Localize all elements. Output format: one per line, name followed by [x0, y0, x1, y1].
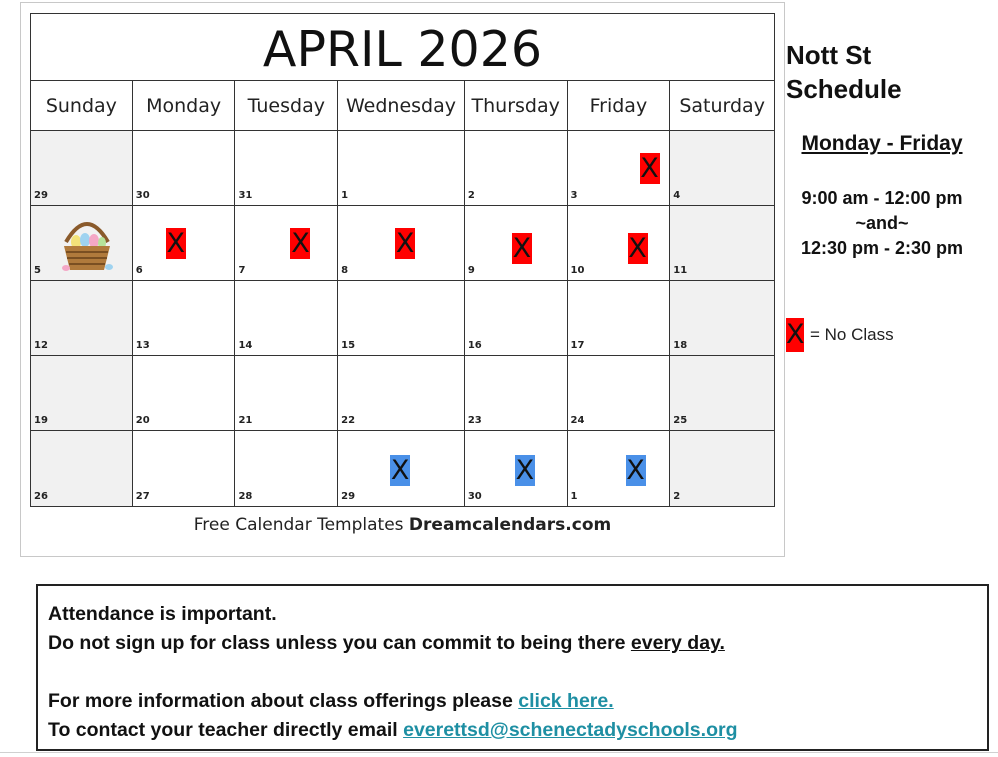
day-number: 4	[673, 190, 681, 201]
teacher-email-link[interactable]: everettsd@schenectadyschools.org	[403, 719, 738, 741]
day-cell	[465, 431, 568, 506]
day-cell	[235, 356, 338, 430]
day-number: 2	[467, 190, 475, 201]
day-cell	[670, 206, 774, 280]
no-class-mark: X	[166, 228, 185, 259]
day-number: 13	[135, 340, 150, 351]
info-box	[36, 584, 989, 751]
day-cell	[31, 131, 133, 205]
day-cell	[465, 281, 568, 355]
day-cell	[338, 131, 465, 205]
week-row	[31, 356, 774, 431]
schedule-time-afternoon: 12:30 pm - 2:30 pm	[800, 238, 964, 258]
no-class-mark: X	[515, 455, 535, 486]
day-cell	[31, 356, 133, 430]
no-class-mark: X	[395, 228, 415, 259]
day-cell	[235, 281, 338, 355]
info-line-contact	[48, 716, 977, 745]
no-class-mark: X	[626, 455, 645, 486]
info-commit-text: Do not sign up for class unless you can commit to being there	[48, 632, 631, 654]
day-number: 3	[570, 190, 578, 201]
weekday-saturday: Saturday	[679, 94, 765, 117]
day-cell	[338, 206, 465, 280]
day-number: 14	[238, 340, 253, 351]
info-line-offerings	[48, 687, 977, 716]
calendar-footer	[30, 508, 775, 542]
day-cell	[235, 131, 338, 205]
day-number: 28	[238, 491, 253, 502]
day-cell	[133, 431, 236, 506]
schedule-title-line2: Schedule	[786, 74, 902, 104]
day-number: 6	[135, 265, 143, 276]
week-row	[31, 281, 774, 356]
info-contact-text: To contact your teacher directly email	[48, 719, 404, 741]
day-cell	[465, 206, 568, 280]
day-number: 19	[34, 415, 48, 426]
day-number: 2	[673, 491, 681, 502]
day-number: 16	[467, 340, 482, 351]
easter-basket-icon	[58, 212, 116, 272]
day-cell	[568, 131, 671, 205]
day-cell	[670, 131, 774, 205]
no-class-mark: X	[640, 153, 659, 184]
day-number: 15	[341, 340, 356, 351]
day-cell	[235, 431, 338, 506]
day-number: 22	[341, 415, 356, 426]
day-cell	[235, 206, 338, 280]
day-number: 1	[570, 491, 578, 502]
day-cell	[670, 281, 774, 355]
legend-no-class-mark: X	[786, 319, 805, 350]
weekday-thursday: Thursday	[465, 81, 568, 130]
click-here-link[interactable]: click here.	[518, 690, 614, 712]
info-commit-emphasis: every day.	[630, 632, 725, 654]
day-number: 7	[238, 265, 246, 276]
schedule-times	[786, 186, 978, 261]
no-class-mark: X	[390, 455, 410, 486]
info-line-commit	[48, 629, 977, 658]
day-cell	[31, 281, 133, 355]
day-number: 1	[341, 190, 349, 201]
info-spacer	[48, 658, 977, 687]
day-number: 5	[34, 265, 41, 276]
day-number: 12	[34, 340, 48, 351]
day-number: 31	[238, 190, 253, 201]
day-cell	[133, 131, 236, 205]
no-class-mark: X	[291, 228, 310, 259]
weekday-sunday: Sunday	[31, 81, 133, 130]
info-line-attendance: Attendance is important.	[48, 603, 277, 625]
week-row	[31, 131, 774, 206]
day-cell	[133, 206, 236, 280]
schedule-time-morning: 9:00 am - 12:00 pm	[801, 188, 963, 208]
day-number: 23	[467, 415, 482, 426]
day-cell	[133, 281, 236, 355]
no-class-mark: X	[512, 233, 532, 264]
day-number: 27	[135, 491, 150, 502]
day-cell	[465, 131, 568, 205]
day-number: 30	[467, 491, 482, 502]
day-number: 24	[570, 415, 585, 426]
day-number: 9	[467, 265, 475, 276]
weekday-monday: Monday	[133, 81, 236, 130]
day-number: 29	[341, 491, 356, 502]
day-cell	[568, 281, 671, 355]
schedule-title	[786, 38, 986, 106]
day-number: 21	[238, 415, 253, 426]
legend	[786, 318, 894, 352]
bottom-divider	[0, 752, 998, 753]
day-number: 30	[135, 190, 150, 201]
day-number: 11	[673, 265, 688, 276]
day-cell	[670, 356, 774, 430]
day-cell	[31, 206, 133, 280]
calendar-footer-text: Free Calendar Templates	[193, 515, 409, 535]
week-row	[31, 206, 774, 281]
schedule-title-line1: Nott St	[786, 40, 872, 70]
day-number: 20	[135, 415, 150, 426]
weekday-header-row	[31, 81, 774, 131]
day-cell	[338, 431, 465, 506]
day-number: 29	[34, 190, 48, 201]
no-class-mark: X	[628, 233, 647, 264]
weekday-friday: Friday	[568, 81, 671, 130]
weekday-wednesday: Wednesday	[338, 81, 465, 130]
day-cell	[31, 431, 133, 506]
weekday-tuesday: Tuesday	[235, 81, 338, 130]
legend-text: = No Class	[810, 325, 894, 344]
calendar-footer-brand: Dreamcalendars.com	[408, 515, 612, 535]
day-number: 26	[34, 491, 48, 502]
day-cell	[338, 356, 465, 430]
day-number: 17	[570, 340, 585, 351]
day-number: 18	[673, 340, 688, 351]
day-cell	[568, 206, 671, 280]
day-cell	[133, 356, 236, 430]
day-number: 25	[673, 415, 688, 426]
calendar-title: APRIL 2026	[31, 14, 774, 81]
day-number: 8	[341, 265, 349, 276]
day-cell	[568, 431, 671, 506]
day-cell	[568, 356, 671, 430]
week-row	[31, 431, 774, 506]
info-offerings-text: For more information about class offerings please	[48, 690, 519, 712]
schedule-days: Monday - Friday	[801, 132, 963, 155]
day-cell	[338, 281, 465, 355]
calendar-grid	[31, 131, 774, 506]
schedule-and: ~and~	[855, 213, 909, 233]
day-number: 10	[570, 265, 585, 276]
day-cell	[465, 356, 568, 430]
day-cell	[670, 431, 774, 506]
calendar	[30, 13, 775, 507]
